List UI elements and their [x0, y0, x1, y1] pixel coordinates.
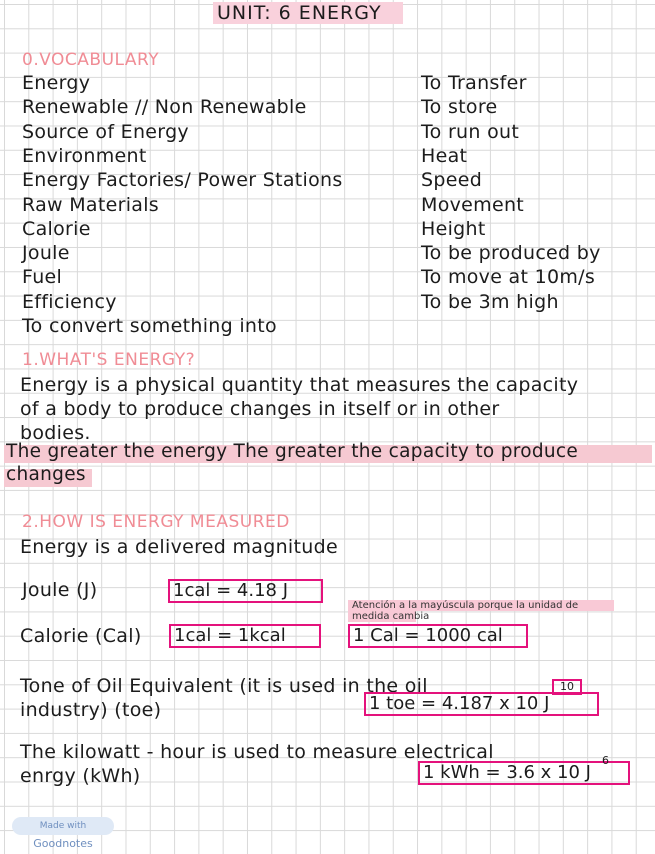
- vocab-left-item-5: Energy Factories/ Power Stations: [22, 169, 343, 192]
- vocab-left-item-2: Renewable // Non Renewable: [22, 96, 307, 119]
- highlight-line-1: The greater the energy The greater the capacity to produce: [6, 441, 579, 462]
- highlight-line-2: changes: [6, 464, 86, 485]
- definition-line-1: Energy is a physical quantity that measures the capacity: [20, 374, 579, 396]
- kwh-equivalence-box: 1 kWh = 3.6 x 10 J: [418, 761, 630, 785]
- calorie-box-1: 1cal = 1kcal: [169, 624, 321, 648]
- joule-label: Joule (J): [22, 579, 98, 601]
- vocab-right-item-3: To run out: [421, 120, 520, 143]
- vocabulary-heading: 0.VOCABULARY: [22, 50, 160, 70]
- calorie-box-2: 1 Cal = 1000 cal: [348, 624, 528, 648]
- made-with-text: Made with: [39, 821, 87, 831]
- toe-exponent-box: 10: [552, 679, 582, 695]
- kwh-exponent: 6: [602, 754, 609, 767]
- vocab-left-item-9: Fuel: [22, 266, 63, 289]
- vocab-right-item-4: Heat: [421, 144, 468, 167]
- definition-line-3: bodies.: [20, 422, 91, 444]
- goodnotes-text: Goodnotes: [33, 837, 93, 850]
- vocab-left-item-4: Environment: [22, 144, 147, 167]
- toe-label-line-2: industry) (toe): [20, 699, 162, 721]
- vocab-left-item-6: Raw Materials: [22, 193, 159, 216]
- kwh-label-line-1: The kilowatt - hour is used to measure electrical: [20, 741, 494, 763]
- vocab-left-item-10: Efficiency: [22, 290, 117, 313]
- vocab-left-item-11: To convert something into: [22, 315, 277, 337]
- vocab-right-item-5: Speed: [421, 169, 483, 192]
- toe-label-line-1: Tone of Oil Equivalent (it is used in the oil: [20, 675, 428, 697]
- whats-energy-heading: 1.WHAT'S ENERGY?: [22, 350, 196, 370]
- toe-equivalence-box: 1 toe = 4.187 x 10 J: [364, 692, 599, 716]
- kwh-label-line-2: enrgy (kWh): [20, 765, 141, 787]
- measured-intro: Energy is a delivered magnitude: [20, 536, 338, 558]
- vocab-right-item-8: To be produced by: [421, 242, 601, 265]
- vocab-left-item-8: Joule: [22, 242, 70, 265]
- vocab-left-item-7: Calorie: [22, 217, 91, 240]
- calorie-label: Calorie (Cal): [20, 625, 142, 647]
- vocab-right-item-6: Movement: [421, 193, 525, 216]
- note-line-1: Atención a la mayúscula porque la unidad de: [352, 600, 579, 611]
- vocab-right-item-1: To Transfer: [421, 72, 527, 94]
- joule-equivalence-box: 1cal = 4.18 J: [168, 579, 323, 603]
- vocab-right-item-10: To be 3m high: [421, 290, 559, 313]
- page-title: UNIT: 6 ENERGY: [217, 2, 382, 24]
- vocab-right-item-9: To move at 10m/s: [421, 266, 596, 289]
- note-line-2: medida cambia: [352, 611, 430, 622]
- vocab-left-item-3: Source of Energy: [22, 120, 189, 143]
- vocab-right-item-7: Height: [421, 217, 486, 240]
- vocab-right-item-2: To store: [421, 96, 498, 119]
- definition-line-2: of a body to produce changes in itself or in other: [20, 398, 500, 420]
- measured-heading: 2.HOW IS ENERGY MEASURED: [22, 512, 290, 532]
- made-with-goodnotes-badge: [12, 817, 114, 850]
- vocab-left-item-1: Energy: [22, 72, 91, 94]
